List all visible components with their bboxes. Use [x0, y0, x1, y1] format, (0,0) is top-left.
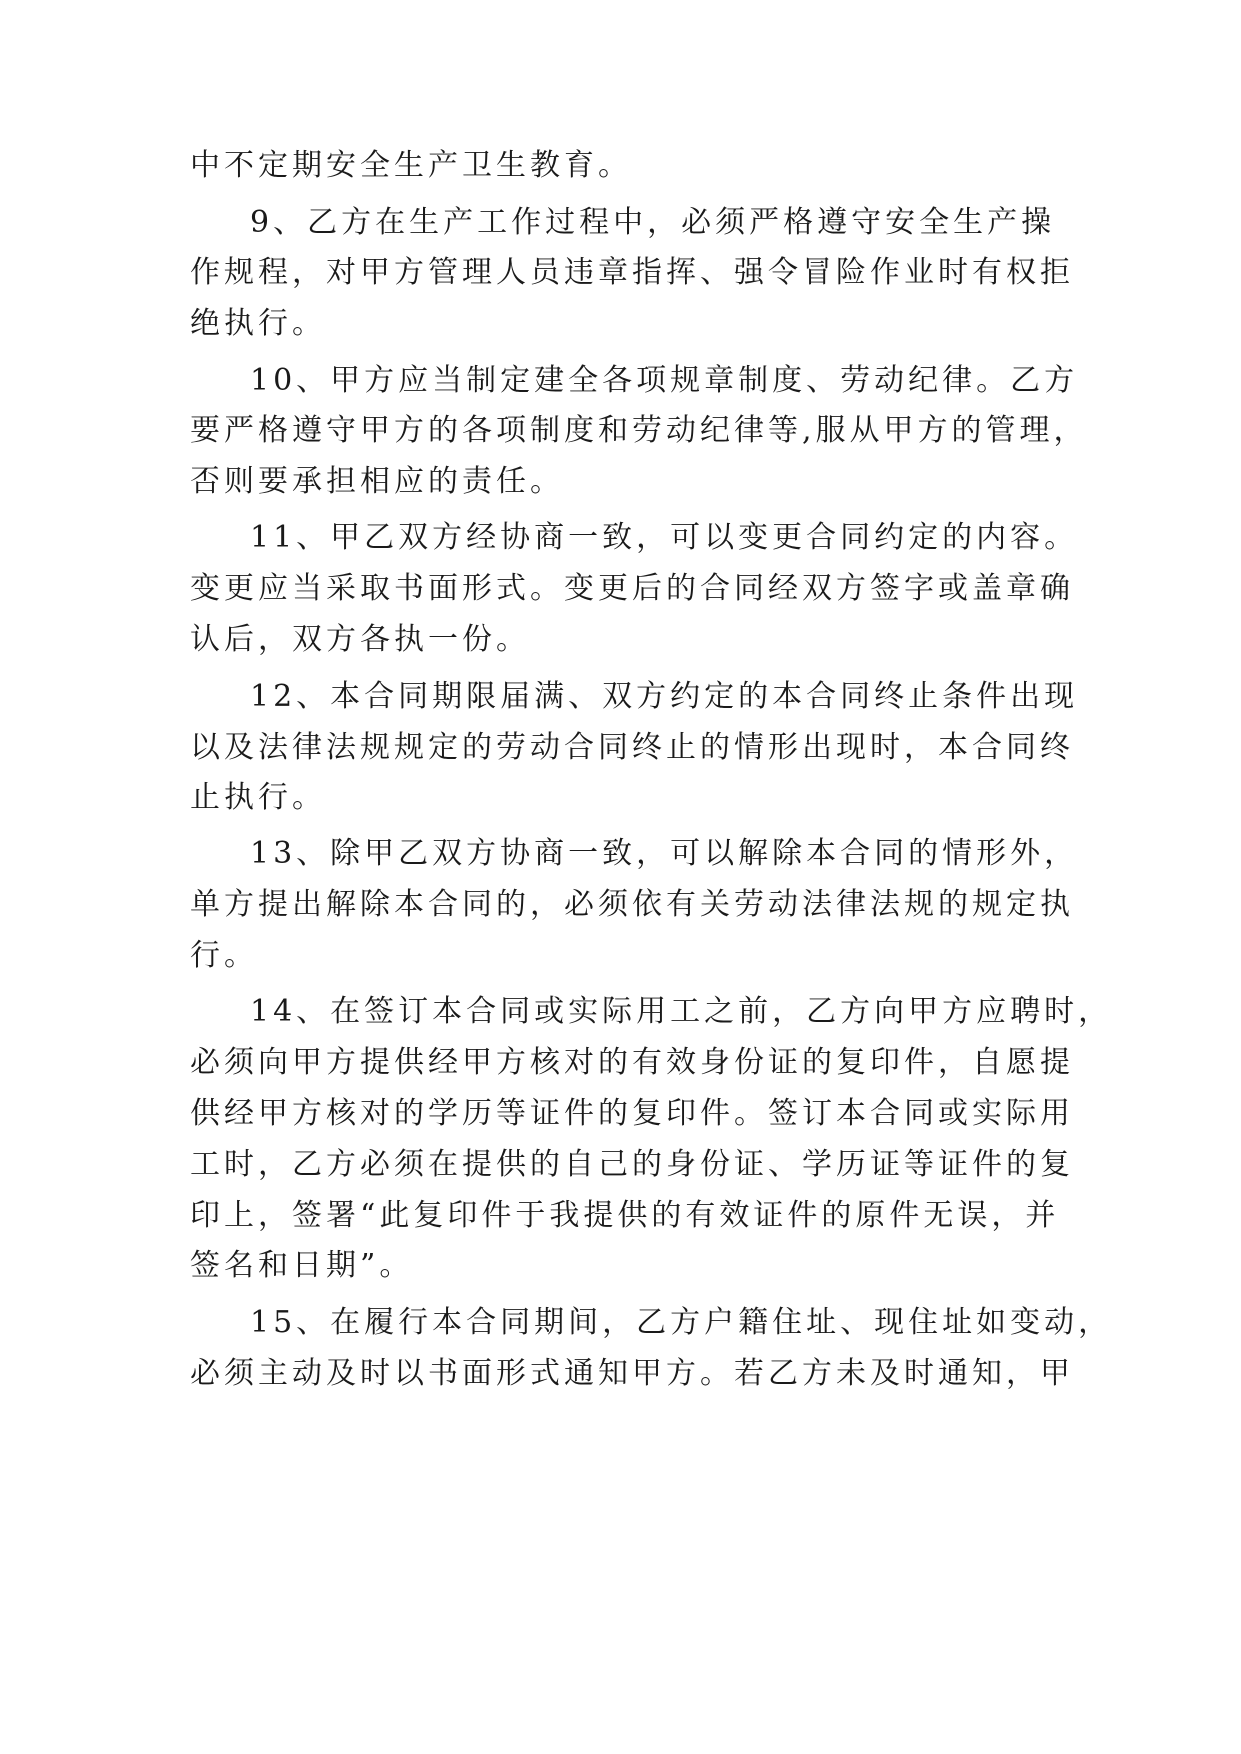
clause-10-line-1: 10、甲方应当制定建全各项规章制度、劳动纪律。乙方 — [250, 363, 1079, 398]
clause-14-line-1: 14、在签订本合同或实际用工之前，乙方向甲方应聘时， — [250, 994, 1113, 1029]
text-line: 认后，双方各执一份。 — [190, 622, 530, 657]
text-line: 变更应当采取书面形式。变更后的合同经双方签字或盖章确 — [190, 571, 1074, 606]
clause-9-line-1: 9、乙方在生产工作过程中，必须严格遵守安全生产操 — [250, 205, 1056, 240]
clause-13-line-1: 13、除甲乙双方协商一致，可以解除本合同的情形外， — [250, 836, 1079, 871]
text-line: 作规程，对甲方管理人员违章指挥、强令冒险作业时有权拒 — [190, 255, 1074, 290]
text-line: 绝执行。 — [190, 306, 326, 341]
text-line: 必须主动及时以书面形式通知甲方。若乙方未及时通知，甲 — [190, 1356, 1074, 1391]
text-line: 以及法律法规规定的劳动合同终止的情形出现时，本合同终 — [190, 730, 1074, 765]
text-line: 必须向甲方提供经甲方核对的有效身份证的复印件，自愿提 — [190, 1045, 1074, 1080]
text-line: 否则要承担相应的责任。 — [190, 464, 564, 499]
text-line: 工时，乙方必须在提供的自己的身份证、学历证等证件的复 — [190, 1147, 1074, 1182]
text-line: 供经甲方核对的学历等证件的复印件。签订本合同或实际用 — [190, 1096, 1074, 1131]
text-line: 要严格遵守甲方的各项制度和劳动纪律等,服从甲方的管理， — [190, 413, 1088, 448]
text-line: 签名和日期”。 — [190, 1248, 414, 1283]
clause-15-line-1: 15、在履行本合同期间，乙方户籍住址、现住址如变动， — [250, 1305, 1113, 1340]
clause-11-line-1: 11、甲乙双方经协商一致，可以变更合同约定的内容。 — [250, 520, 1079, 555]
text-line: 止执行。 — [190, 780, 326, 815]
text-line: 单方提出解除本合同的，必须依有关劳动法律法规的规定执 — [190, 887, 1074, 922]
clause-12-line-1: 12、本合同期限届满、双方约定的本合同终止条件出现 — [250, 679, 1079, 714]
text-line: 中不定期安全生产卫生教育。 — [190, 148, 632, 183]
text-line: 印上，签署“此复印件于我提供的有效证件的原件无误，并 — [190, 1198, 1060, 1233]
text-line: 行。 — [190, 938, 258, 973]
